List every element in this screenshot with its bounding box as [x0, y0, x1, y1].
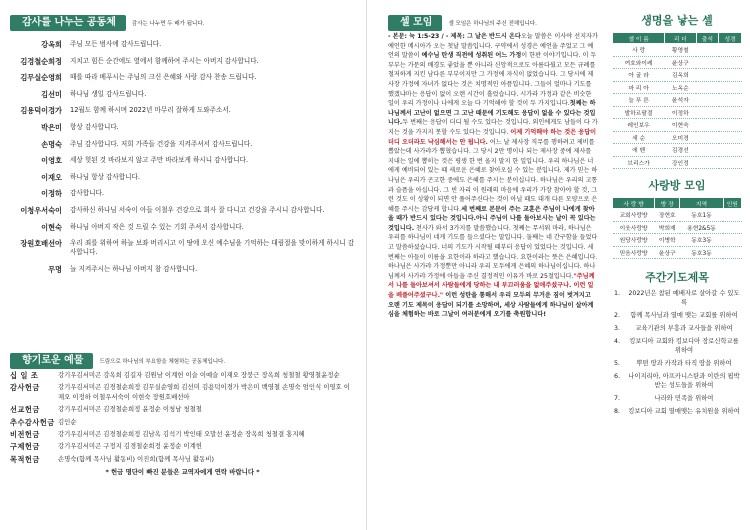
sidebar: [612, 10, 742, 420]
offering-row: [10, 455, 355, 464]
thanks-name: 강옥희: [41, 40, 62, 49]
thanks-name: 손명숙: [41, 139, 62, 149]
offering-names: 강기우김서미곤 김경철순희정 김무실순영희 김선미 김용덕이경가 박은미 백영철 손명숙 엄인식 이영호 이재오 이정하 이철우서숙이 이현숙 장원호배선아: [58, 383, 350, 401]
table-cell: 박희재: [655, 221, 680, 234]
life-cell-row: [613, 144, 742, 157]
prayer-text: 나이지리아, 아프카니스탄과 이란의 핍박받는 성도들을 위하여: [628, 373, 740, 389]
table-cell: 믿음사랑방: [613, 246, 655, 259]
table-cell: 장현호: [655, 209, 680, 222]
prayer-title: 주간기도제목: [645, 271, 709, 284]
prayer-number: 5.: [614, 360, 621, 367]
table-cell: [696, 106, 719, 119]
thanks-name: 김무실순영희: [20, 73, 62, 83]
thanks-text: 하나님 항상 감사합니다.: [70, 172, 140, 181]
thanks-name: 장원호배선아: [20, 239, 62, 249]
table-cell: [723, 246, 741, 259]
table-cell: 이웃사랑방: [613, 221, 655, 234]
prayer-item: [612, 324, 742, 333]
offering-title: 향기로운 예물: [10, 353, 93, 369]
prayer-number: 2.: [614, 312, 621, 319]
table-cell: [719, 81, 742, 94]
thanks-row: [10, 223, 355, 232]
thanks-name: 박은미: [41, 122, 62, 132]
prayer-item: [612, 394, 742, 403]
table-cell: [719, 144, 742, 157]
table-header: 인원: [723, 198, 741, 209]
thanks-name: 이청우서숙이: [20, 205, 62, 215]
table-header: 셀 이 름: [613, 33, 665, 44]
table-header: 출석: [696, 33, 719, 44]
life-cell-row: [613, 119, 742, 132]
table-cell: 이정하: [665, 106, 696, 119]
table-header: 방 장: [655, 198, 680, 209]
offering-label: 십 일 조: [10, 371, 39, 380]
table-cell: [719, 94, 742, 107]
prayer-item: [612, 311, 742, 320]
thanks-text: 감사합니다.: [70, 189, 104, 198]
life-cell-row: [613, 106, 742, 119]
table-cell: 강인정: [665, 156, 696, 169]
love-room-row: [613, 246, 742, 259]
thanks-text: 때를 따라 베푸시는 주님의 크신 은혜와 사랑 감사 찬송 드립니다.: [70, 73, 257, 82]
sermon-segment: 이런 성탄을 통해서 우리 모두의 무거운 짐이 벗겨지고 오랜 기도 제목이 응답이 되기를 소망하며, 세상 사람들에게 하나님이 살아계심을 체험하는 바로 그날이 여러분에게 오기를 축원합니다!: [388, 292, 594, 319]
left-page: [0, 0, 360, 530]
thanks-text: 감사하신 하나님 서숙이 아들 이철우 건강으로 회사 잘 다니고 건강을 주시니 감사합니다.: [70, 205, 325, 214]
table-cell: 레인보우: [613, 119, 665, 132]
offering-row: [10, 405, 355, 414]
table-cell: [719, 106, 742, 119]
table-cell: 용현2&5동: [680, 221, 723, 234]
table-cell: 브리스가: [613, 156, 665, 169]
thanks-row: [10, 156, 355, 165]
offering-row: [10, 418, 355, 427]
table-cell: 에 벤: [613, 144, 665, 157]
prayer-number: 8.: [614, 408, 621, 415]
offering-list: [10, 371, 355, 476]
prayer-text: 2022년은 참된 예배자로 살아갈 수 있도록: [628, 290, 740, 306]
table-cell: 사 랑: [613, 44, 665, 57]
table-cell: [719, 131, 742, 144]
table-cell: [719, 44, 742, 57]
sermon-segment: 천사가 와서 3가지를 말씀했습니다. 첫째는 무서워 마라, 하나님은 우리를 하나님이 네게 기도를 들으셨다는 말입니다. 둘째는 네 간구함을 들었다고 말씀하셨습니다. 너의 기도가 시작될 때부터 응답이 있었다는 것입니다. 세 번째는 아들이 이름을 요한이라 하라고 했습니다. 요한이라는 뜻은 은혜입니다. 하나님은 사가랴 가정뿐만 아니라 우리 모두에게 은혜의 하나님이십니다. 하나님께서 사가랴 가정에 아들을 주신 결정적인 이유가 바로 25절입니다.: [388, 224, 598, 280]
thanks-name: 이영호: [41, 156, 62, 166]
life-cell-title: 생명을 낳는 셀: [641, 14, 713, 27]
life-cell-row: [613, 44, 742, 57]
life-cell-row: [613, 156, 742, 169]
prayer-text: 뿌떤 땅과 카작과 타직 땅을 위하여: [636, 360, 732, 367]
offering-label: 선교헌금: [10, 405, 40, 415]
love-room-row: [613, 221, 742, 234]
table-cell: [719, 119, 742, 132]
thanks-row: [10, 140, 355, 149]
offering-names: 강기우김서미곤 김경철순희정 윤정순 이청남 청철철: [58, 405, 202, 414]
thanks-row: [10, 106, 355, 115]
life-cell-row: [613, 94, 742, 107]
offering-section-header: [10, 352, 340, 370]
prayer-text: 교육기관의 부흥과 교사들을 위하여: [635, 325, 733, 332]
table-cell: 발하르팔절: [613, 106, 665, 119]
prayer-text: 킹보디아 교회 열매맺는 유치원을 위하여: [628, 408, 740, 415]
table-cell: 김옥희: [665, 69, 696, 82]
table-cell: [696, 156, 719, 169]
thanks-name: 이재오: [41, 172, 62, 182]
sermon-segment: 이 한판 이야기입니다. 이 두 부부는 가문의 배경도 좋았을 뿐 아니라 신앙적으로도 아름다웠고 모든 규례를 철저하게 지킨 남다른 부부이지만 그 가정에 자식이 없었습니다. 그 당시에 제사장 가정에 자녀가 없다는 것은 치명적인 아픔입니다. 그들이 얼마나 기도를 했겠냐마는 응답이 없이 오랜 시간이 흘렀습니다. 시가라 가정과 같은 비슷한 일이 우리 가정이나 나에게 오늘 다 기억해야 할 것이 두 가지입니다.: [388, 52, 597, 108]
thanks-text: 우리 죄를 위하여 하늘 보좌 버리시고 이 땅에 오신 예수님을 기억하는 대림절을 맞이하게 하시니 감사합니다.: [70, 239, 355, 257]
offering-label: 구제헌금: [10, 442, 40, 452]
prayer-text: 함께 목사님과 열매 맺는 교회를 위하여: [630, 312, 738, 319]
thanks-text: 항상 감사합니다.: [70, 122, 119, 131]
offering-row: [10, 442, 355, 451]
table-cell: 김경선: [665, 144, 696, 157]
thanks-text: 하나님 아버지 작은 것 드릴 수 있는 기회 주셔서 감사합니다.: [70, 222, 244, 231]
prayer-item: [612, 407, 742, 416]
table-cell: 윤상구: [665, 56, 696, 69]
cell-note: 셀 모임은 하나님의 주신 전해입니다.: [448, 21, 537, 27]
life-cell-table: [612, 32, 742, 169]
love-room-row: [613, 209, 742, 222]
page-divider: [366, 0, 367, 530]
thanks-text: 12월도 함께 하시며 2022년 마무리 잘하게 도와주소서.: [70, 106, 231, 115]
offering-label: 추수감사헌금: [10, 417, 55, 427]
offering-row: [10, 430, 355, 439]
thanks-name: 이현숙: [41, 222, 62, 232]
prayer-item: [612, 359, 742, 368]
table-cell: [719, 56, 742, 69]
table-cell: [696, 119, 719, 132]
thanks-row: [10, 239, 355, 257]
thanks-row: [10, 73, 355, 82]
life-cell-row: [613, 56, 742, 69]
thanks-text: 지치고 힘든 순간에도 옆에서 함께하여 주시는 아버지 감사합니다.: [70, 56, 259, 65]
table-header: 성경: [719, 33, 742, 44]
sermon-segment: 두 번째는 응답이 더디 될 수도 있다는 것입니다. 외인에게도 남들이 다 가지는 것을 가지지 못할 수도 있다는 것입니다.: [388, 119, 598, 136]
cell-section-header: [388, 14, 603, 32]
table-cell: 새 순: [613, 131, 665, 144]
life-cell-row: [613, 131, 742, 144]
thanks-row: [10, 173, 355, 182]
thanks-name: 김용덕이경가: [20, 106, 62, 116]
sermon-segment: "주님께서 나를 돌아보셔서 사람들에게 당하는 내 부끄러움을 없애주셨구나. 이런 일을 베풀어주셨구나.": [388, 272, 595, 300]
thanks-text: 주님 모든 범사에 감사드립니다.: [70, 40, 162, 48]
table-cell: 동호3동: [680, 234, 723, 247]
table-cell: 교회사랑방: [613, 209, 655, 222]
life-cell-row: [613, 69, 742, 82]
table-cell: 윤상구: [655, 246, 680, 259]
table-cell: [719, 156, 742, 169]
table-header: 지역: [680, 198, 723, 209]
table-cell: [723, 234, 741, 247]
prayer-number: 4.: [614, 338, 621, 345]
offering-names: 강기우김서미곤 강옥희 김길자 김원남 이계헌 이슬 이예슬 이재오 장붕근 장옥희 청철철 황영철윤정순: [58, 371, 340, 379]
table-cell: [696, 69, 719, 82]
table-cell: 아 굴 라: [613, 69, 665, 82]
prayer-number: 3.: [614, 325, 621, 332]
table-cell: [696, 44, 719, 57]
offering-names: 손명숙(함께 목사님 활동비) 이진희(함께 목사님 활동비): [58, 454, 214, 463]
thanks-row: [10, 40, 355, 49]
prayer-number: 7.: [614, 395, 621, 402]
prayer-number: 6.: [614, 373, 621, 380]
table-cell: [696, 56, 719, 69]
thanks-name: 김경철순희정: [20, 56, 62, 66]
table-cell: 여호와이레: [613, 56, 665, 69]
table-cell: [723, 221, 741, 234]
table-cell: [696, 81, 719, 94]
prayer-item: [612, 337, 742, 355]
thanks-row: [10, 265, 355, 274]
table-cell: 이현숙: [665, 119, 696, 132]
prayer-item: [612, 372, 742, 390]
offering-label: 목적헌금: [10, 454, 40, 464]
sermon-segment: - 본문: 눅 1:5-23 / - 제목: 그 날은 반드시 온다: [388, 33, 521, 40]
thanks-name: 김선미: [41, 89, 62, 99]
table-cell: 원당사랑방: [613, 234, 655, 247]
offering-label: 비전헌금: [10, 430, 40, 440]
sermon-segment: 예수님 탄생 직전에 성취된 어느 가정: [421, 52, 522, 60]
table-header: 리 더: [665, 33, 696, 44]
table-cell: [723, 209, 741, 222]
table-cell: [719, 69, 742, 82]
offering-names: 강기우김서미곤 구정지 김경철순희정 윤정순 이계헌: [58, 442, 202, 451]
thanks-row: [10, 90, 355, 99]
life-cell-row: [613, 81, 742, 94]
table-cell: [696, 144, 719, 157]
sermon-segment: 어느 날 제사장 직무를 행하려고 제비를 뽑았는데 사가랴가 뽑혔습니다. 그 당시 2만 명이나 되는 제사장 중에 제사를 지내는 일에 뽑히는 것은 평생 한 번 올지 말지 한 일입니다. 우리 하나님은 너에게 예비되어 있는 때 새로운 은혜로 찾아오실 수 있는 분입니다. 제가 믿는 하나님은 우리가 곤고한 중에도 은혜를 주시는 분이십니다. 하나님은 우리의 고통과 슬픔을 아십니다. 그 빈 자리 이 원래의 마음에 우리가 가장 참아야 할 것, 그런 것도 이 상황이 되면 안 풀어주신다는 것이 아닐 때도 대개 다른 모양으로 은혜를 주시는 감당케 합니다.: [388, 138, 598, 213]
table-cell: 마 리 아: [613, 81, 665, 94]
table-header: 사 랑 방: [613, 198, 655, 209]
love-room-title: 사랑방 모임: [648, 179, 706, 192]
thanks-text: 늘 지켜주시는 하나님 아버지 참 감사합니다.: [70, 264, 198, 273]
right-page: [378, 0, 750, 530]
thanks-row: [10, 57, 355, 66]
offering-note: 드림으로 하나님의 부요함을 체험하는 공동체입니다.: [99, 359, 226, 365]
offering-label: 감사헌금: [10, 383, 40, 393]
thanks-section-header: [10, 14, 290, 32]
sermon-segment: 어제 기억해야 하는 것은 응답이 더디 오더라도 낙심해서는 안 됩니다.: [388, 128, 597, 146]
offering-row: [10, 371, 355, 380]
thanks-row: [10, 206, 355, 215]
thanks-name: 무명: [48, 264, 62, 274]
table-cell: 동호1동: [680, 209, 723, 222]
table-cell: 오미경: [665, 131, 696, 144]
thanks-note: 감사는 나누면 두 배가 됩니다.: [131, 21, 205, 27]
sermon-segment: 오늘 말씀은 이사야 선지자가 예언한 메시아가 오는 첫날 말씀입니다. 구약에서 성경은 예언을 주었고 그 예언의 말씀이: [388, 33, 598, 60]
prayer-number: 1.: [614, 290, 621, 297]
sermon-segment: 세 번째로 본문이 주는 교훈은 주님이 나에게 찾아올 때가 반드시 있다는 것입니다.: [388, 205, 595, 223]
offering-names: 김인순: [58, 417, 77, 426]
thanks-row: [10, 123, 355, 132]
table-cell: 늘 푸 른: [613, 94, 665, 107]
love-room-row: [613, 234, 742, 247]
offering-footnote: * 헌금 명단이 빠진 분들은 교역자에게 연락 바랍니다 *: [105, 468, 260, 477]
prayer-list: [612, 289, 742, 416]
prayer-text: 킹보디아 교회와 킹보디아 장로신학교를 위하여: [629, 338, 739, 354]
cell-title: 셀 모임: [388, 15, 442, 31]
offering-row: [10, 383, 355, 402]
prayer-item: [612, 289, 742, 307]
table-cell: 이병학: [655, 234, 680, 247]
offering-names: 강기우김서미곤 김경철순희정 김남옥 김석기 박인태 오말선 윤정순 장옥희 청철결 홍지혜: [58, 430, 305, 439]
table-cell: [696, 94, 719, 107]
thanks-text: 하나님 생일 감사드립니다.: [70, 89, 147, 98]
sermon-text: [388, 32, 598, 320]
thanks-title: 감사를 나누는 공동체: [10, 15, 126, 31]
sermon-segment: 아니 주님이 나를 돌아보시는 날이 꼭 있다는 것입니다.: [388, 215, 596, 232]
table-cell: 동호3동: [680, 246, 723, 259]
thanks-text: 세상 헛된 것 바라보지 않고 주만 바라보게 하시니 감사합니다.: [70, 156, 249, 165]
table-cell: 황영철: [665, 44, 696, 57]
prayer-text: 나라와 민족을 위하여: [654, 395, 714, 402]
love-room-table: [612, 197, 742, 259]
thanks-text: 주님 감사합니다. 저희 가족들 건강을 지켜주셔서 감사드립니다.: [70, 139, 253, 148]
thanks-row: [10, 189, 355, 198]
table-cell: 노옥순: [665, 81, 696, 94]
thanks-list: [10, 40, 355, 281]
thanks-name: 이정하: [41, 189, 62, 199]
table-cell: [696, 131, 719, 144]
table-cell: 윤석자: [665, 94, 696, 107]
sermon-segment: 첫째는 하나님께서 고난이 없으면 그 고난 때문에 기도해도 응답이 없을 수 있다는 것입니다.: [388, 100, 596, 127]
